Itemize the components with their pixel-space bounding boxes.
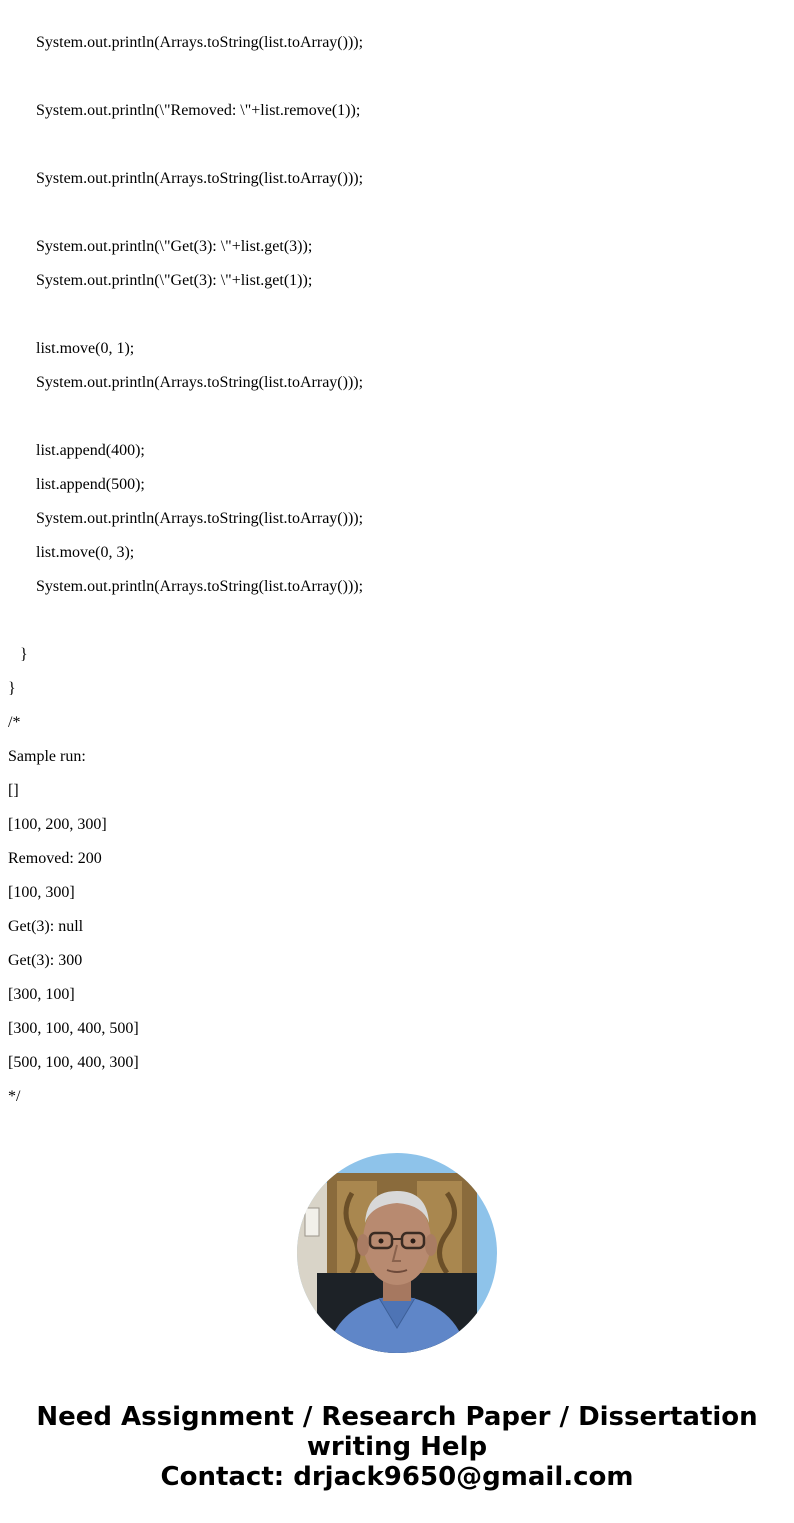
code-line: */: [8, 1088, 21, 1105]
code-line: [300, 100]: [8, 986, 75, 1003]
code-line: list.append(500);: [36, 476, 145, 493]
banner-line-1: Need Assignment / Research Paper / Dissertation: [36, 1402, 758, 1432]
code-line: System.out.println(\"Get(3): \"+list.get(1));: [36, 272, 313, 289]
author-photo: [297, 1153, 497, 1353]
code-line: }: [20, 646, 28, 663]
code-line: }: [8, 680, 16, 697]
code-line: System.out.println(Arrays.toString(list.toArray()));: [36, 374, 364, 391]
code-line: Removed: 200: [8, 850, 102, 867]
code-line: /*: [8, 714, 21, 731]
code-line: System.out.println(Arrays.toString(list.toArray()));: [36, 170, 364, 187]
banner-contact-line: Contact: drjack9650@gmail.com: [160, 1462, 634, 1492]
code-line: System.out.println(Arrays.toString(list.toArray()));: [36, 578, 364, 595]
contact-banner: [0, 1402, 794, 1492]
code-line: Get(3): null: [8, 918, 84, 935]
author-portrait-illustration: [297, 1153, 497, 1353]
code-line: System.out.println(\"Removed: \"+list.remove(1));: [36, 102, 361, 119]
code-line: System.out.println(\"Get(3): \"+list.get(3));: [36, 238, 313, 255]
code-line: list.move(0, 1);: [36, 340, 135, 357]
code-line: Get(3): 300: [8, 952, 83, 969]
code-line: []: [8, 782, 19, 799]
code-line: Sample run:: [8, 748, 86, 765]
code-line: System.out.println(Arrays.toString(list.toArray()));: [36, 510, 364, 527]
code-line: list.append(400);: [36, 442, 145, 459]
code-line: [300, 100, 400, 500]: [8, 1020, 139, 1037]
code-line: [100, 300]: [8, 884, 75, 901]
code-line: System.out.println(Arrays.toString(list.toArray()));: [36, 34, 364, 51]
banner-line-2: writing Help: [306, 1432, 488, 1462]
code-line: [500, 100, 400, 300]: [8, 1054, 139, 1071]
code-line: list.move(0, 3);: [36, 544, 135, 561]
code-line: [100, 200, 300]: [8, 816, 107, 833]
